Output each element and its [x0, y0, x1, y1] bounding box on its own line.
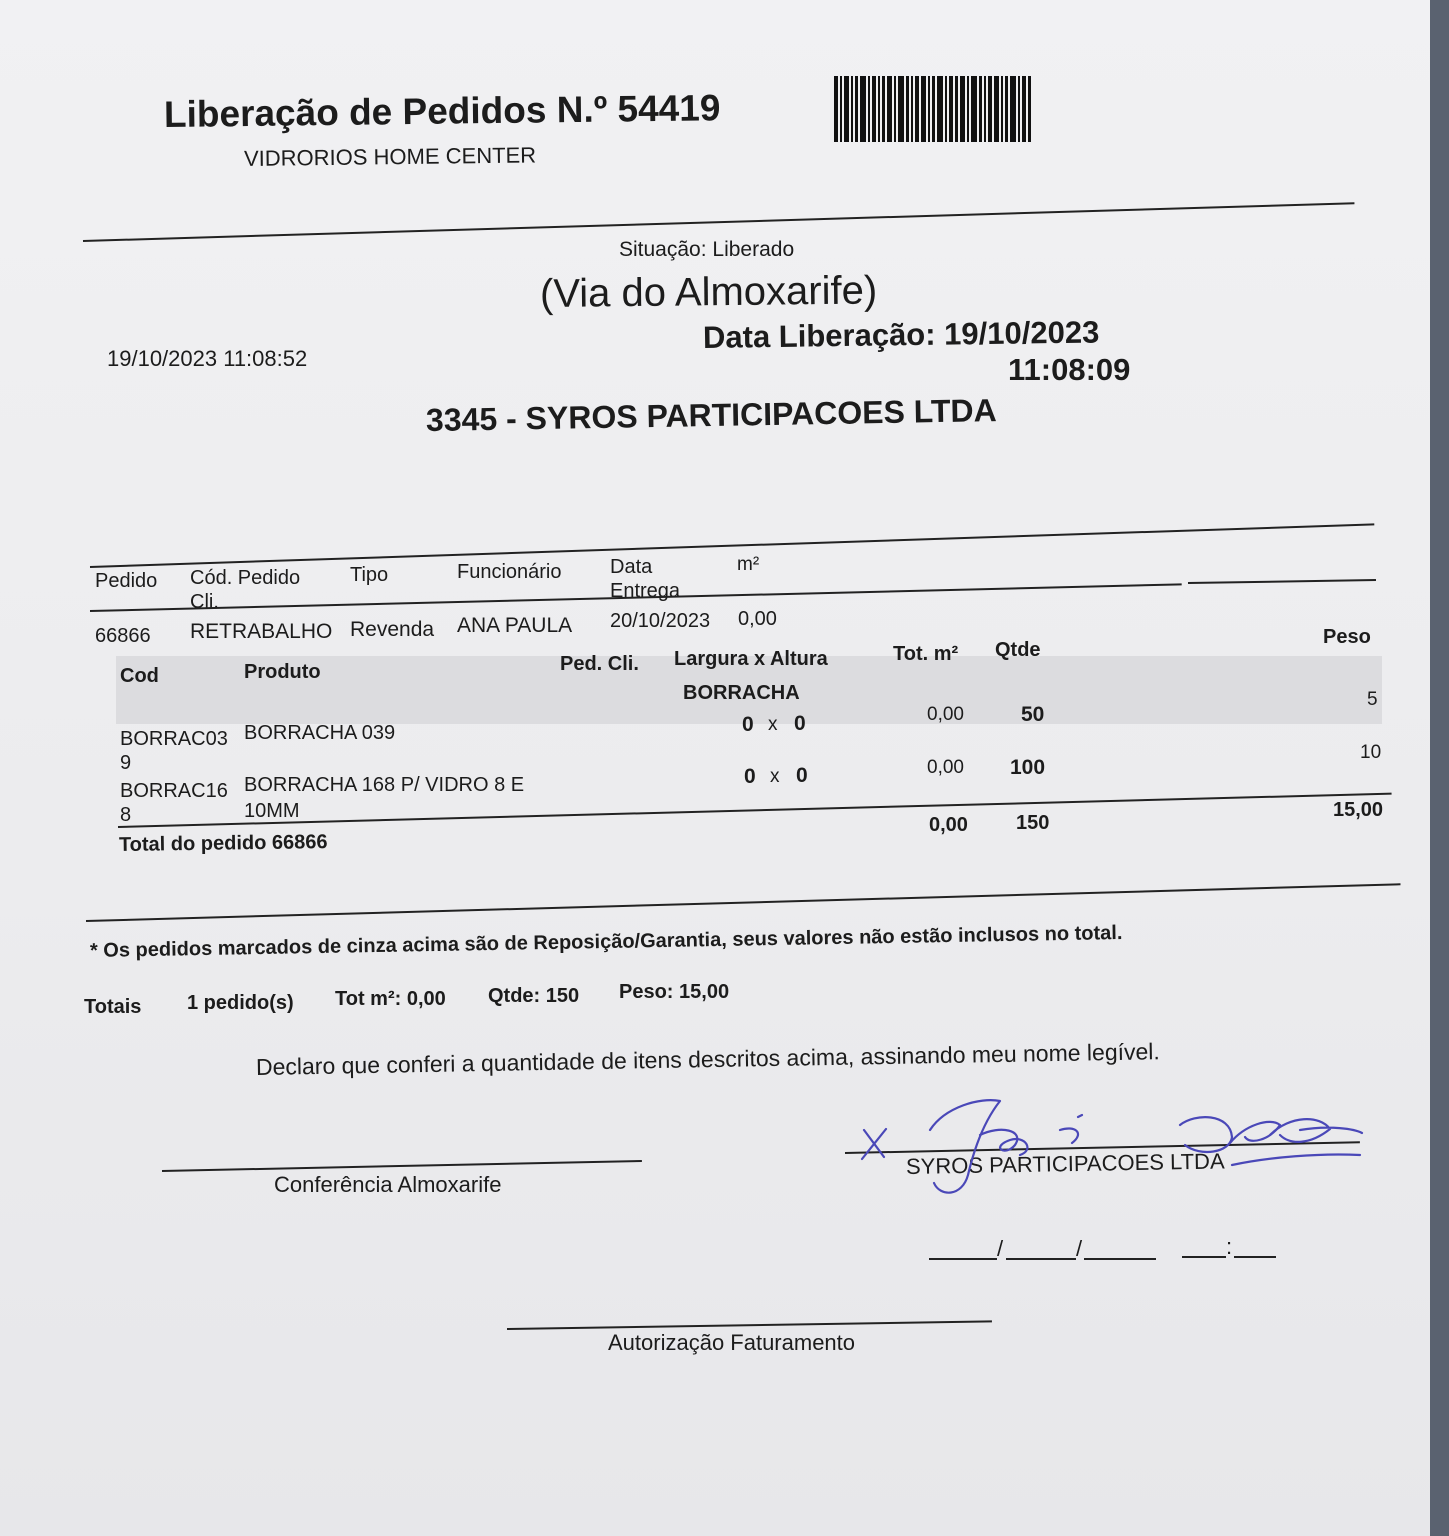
- date-month-blank: [1006, 1258, 1076, 1260]
- release-time: 11:08:09: [1008, 352, 1131, 387]
- item-2-largura: 0: [744, 765, 756, 788]
- col-header-data: Data: [610, 556, 653, 578]
- items-header-ped-cli: Ped. Cli.: [560, 653, 639, 675]
- item-1-tot-m2: 0,00: [927, 704, 964, 725]
- group-label: BORRACHA: [683, 682, 800, 704]
- col-header-entrega: Entrega: [610, 580, 681, 602]
- date-year-blank: [1084, 1258, 1156, 1260]
- item-1-altura: 0: [794, 712, 806, 735]
- item-1-cod: BORRAC03: [120, 728, 228, 750]
- item-2-altura: 0: [796, 764, 808, 787]
- order-table-top-rule: [90, 523, 1374, 568]
- conferencia-signature-line: [162, 1160, 642, 1172]
- client-name: 3345 - SYROS PARTICIPACOES LTDA: [425, 392, 997, 438]
- order-data-entrega: 20/10/2023: [610, 610, 711, 632]
- conferencia-label: Conferência Almoxarife: [274, 1172, 502, 1197]
- items-total-rule: [118, 793, 1392, 828]
- copy-label: (Via do Almoxarife): [539, 268, 878, 316]
- item-2-qtde: 100: [1010, 756, 1046, 779]
- document-title: Liberação de Pedidos N.º 54419: [163, 87, 721, 135]
- item-2-produto-cont: 10MM: [244, 800, 300, 822]
- col-header-tipo: Tipo: [350, 564, 389, 586]
- autorizacao-label: Autorização Faturamento: [608, 1330, 856, 1355]
- totals-pedidos: 1 pedido(s): [187, 992, 294, 1014]
- item-1-cod-cont: 9: [120, 752, 132, 774]
- date-slash-2: /: [1076, 1236, 1083, 1261]
- col-header-cod-pedido: Cód. Pedido: [190, 567, 301, 589]
- order-cod-pedido: RETRABALHO: [190, 620, 333, 643]
- items-header-tot-m2: Tot. m²: [893, 643, 959, 665]
- totals-peso: Peso: 15,00: [619, 981, 730, 1003]
- time-colon: :: [1226, 1234, 1233, 1259]
- items-header-qtde: Qtde: [995, 639, 1041, 661]
- date-day-blank: [929, 1258, 997, 1260]
- time-minute-blank: [1234, 1256, 1276, 1258]
- replacement-note: * Os pedidos marcados de cinza acima são de Reposição/Garantia, seus valores não estão inclusos no total.: [89, 921, 1123, 962]
- order-total-qtde: 150: [1016, 812, 1050, 834]
- totals-qtde: Qtde: 150: [488, 985, 580, 1007]
- order-total-tot-m2: 0,00: [929, 814, 968, 836]
- items-header-largura-altura: Largura x Altura: [674, 648, 828, 670]
- item-1-qtde: 50: [1021, 703, 1045, 726]
- order-funcionario: ANA PAULA: [457, 614, 573, 637]
- handwritten-signature: [850, 1085, 1380, 1205]
- order-tipo: Revenda: [350, 618, 435, 641]
- autorizacao-signature-line: [507, 1320, 992, 1330]
- release-date: Data Liberação: 19/10/2023: [702, 314, 1100, 355]
- company-name: VIDRORIOS HOME CENTER: [243, 142, 537, 171]
- item-1-peso: 5: [1367, 689, 1378, 710]
- col-header-funcionario: Funcionário: [457, 561, 562, 583]
- barcode-image: [834, 76, 1056, 142]
- totals-divider: [86, 883, 1401, 922]
- header-divider: [83, 202, 1354, 242]
- order-total-label: Total do pedido 66866: [118, 831, 328, 856]
- item-2-x: x: [770, 766, 780, 787]
- col-header-m2: m²: [737, 554, 760, 575]
- order-pedido: 66866: [95, 625, 151, 647]
- items-header-produto: Produto: [244, 661, 321, 683]
- col-header-pedido: Pedido: [95, 570, 158, 592]
- item-2-cod: BORRAC16: [120, 780, 228, 802]
- item-1-produto: BORRACHA 039: [244, 722, 396, 744]
- item-2-peso: 10: [1360, 742, 1382, 763]
- item-1-largura: 0: [742, 713, 754, 736]
- col-header-cod-pedido-cli: Cli.: [190, 591, 219, 613]
- time-hour-blank: [1182, 1256, 1226, 1258]
- print-datetime: 19/10/2023 11:08:52: [107, 346, 308, 371]
- order-header-rule-right: [1188, 579, 1376, 584]
- item-2-cod-cont: 8: [120, 804, 132, 826]
- item-1-x: x: [768, 714, 778, 735]
- declaration-text: Declaro que conferi a quantidade de itens descritos acima, assinando meu nome legível.: [255, 1038, 1161, 1080]
- order-total-peso: 15,00: [1333, 799, 1384, 821]
- items-header-peso: Peso: [1323, 626, 1371, 648]
- client-signature-name: SYROS PARTICIPACOES LTDA: [905, 1148, 1225, 1179]
- date-slash-1: /: [997, 1236, 1004, 1261]
- totals-label: Totais: [84, 996, 142, 1018]
- totals-tot-m2: Tot m²: 0,00: [335, 988, 446, 1010]
- items-header-cod: Cod: [120, 665, 159, 687]
- item-2-tot-m2: 0,00: [927, 757, 964, 778]
- item-2-produto: BORRACHA 168 P/ VIDRO 8 E: [244, 774, 525, 796]
- order-m2: 0,00: [738, 608, 777, 630]
- status-label: Situação: Liberado: [619, 238, 795, 261]
